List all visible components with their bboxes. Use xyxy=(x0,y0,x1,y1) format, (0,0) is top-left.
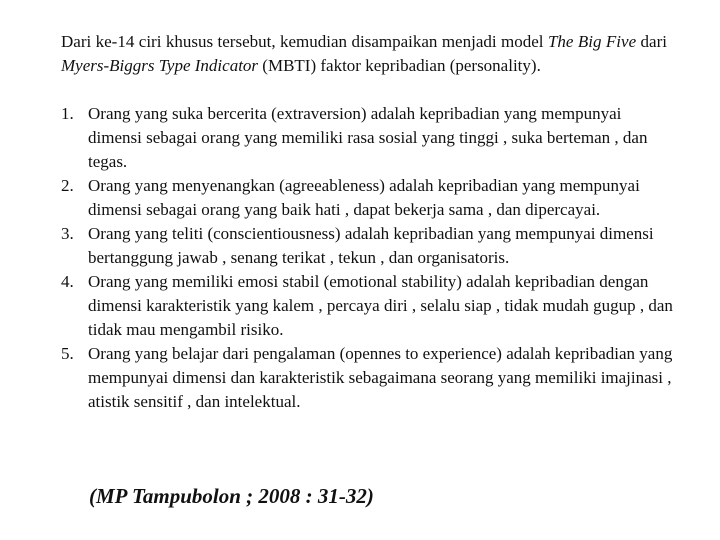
list-item-text: Orang yang teliti (conscientiousness) adalah kepribadian yang mempunyai dimensi bertanggung jawab , senang terikat , tekun , dan organisatoris. xyxy=(88,224,654,267)
intro-paragraph xyxy=(61,30,667,78)
intro-text-part2: dari xyxy=(636,32,667,51)
list-item xyxy=(61,102,673,174)
intro-text-part3: (MBTI) faktor kepribadian (personality). xyxy=(258,56,541,75)
list-item-text: Orang yang memiliki emosi stabil (emotional stability) adalah kepribadian dengan dimensi karakteristik yang kalem , percaya diri , selalu siap , tidak mudah gugup , dan tidak mau mengambil risiko. xyxy=(88,272,673,339)
list-item-number: 3. xyxy=(61,224,74,243)
personality-list xyxy=(61,102,673,414)
list-item-number: 1. xyxy=(61,104,74,123)
list-item-text: Orang yang suka bercerita (extraversion) adalah kepribadian yang mempunyai dimensi sebagai orang yang memiliki rasa sosial yang tinggi , suka berteman , dan tegas. xyxy=(88,104,648,171)
list-item xyxy=(61,270,673,342)
list-item xyxy=(61,342,673,414)
citation: (MP Tampubolon ; 2008 : 31-32) xyxy=(89,484,374,508)
list-item-number: 2. xyxy=(61,176,74,195)
list-item-number: 5. xyxy=(61,344,74,363)
intro-italic-mbti: Myers-Biggrs Type Indicator xyxy=(61,56,259,75)
list-item-text: Orang yang menyenangkan (agreeableness) adalah kepribadian yang mempunyai dimensi sebagai orang yang baik hati , dapat bekerja sama , dan dipercayai. xyxy=(88,176,640,219)
list-item-number: 4. xyxy=(61,272,74,291)
intro-italic-big-five: The Big Five xyxy=(547,32,637,51)
list-item-text: Orang yang belajar dari pengalaman (opennes to experience) adalah kepribadian yang mempunyai dimensi dan karakteristik sebagaimana seorang yang memiliki imajinasi , atistik sensitif , dan intelektual. xyxy=(88,344,673,411)
list-item xyxy=(61,222,673,270)
list-item xyxy=(61,174,673,222)
intro-text-part1: Dari ke-14 ciri khusus tersebut, kemudian disampaikan menjadi model xyxy=(61,32,548,51)
